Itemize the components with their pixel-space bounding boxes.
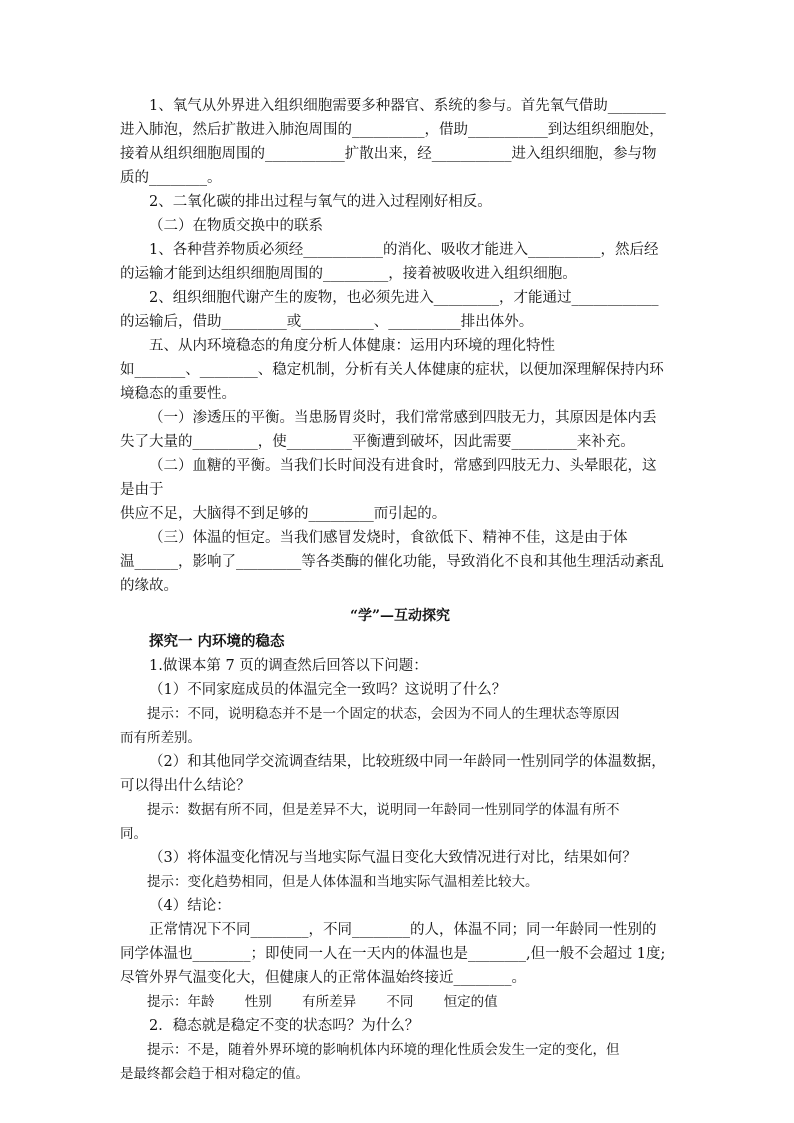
text-line: 1、氧气从外界进入组织细胞需要多种器官、系统的参与。首先氧气借助________ [149,98,666,114]
question: 2．稳态就是稳定不变的状态吗？为什么？ [149,1018,420,1034]
section-title: “学”—互动探究 [349,608,451,624]
text-line: 是由于 [120,482,164,498]
text-line: 1、各种营养物质必须经___________的消化、吸收才能进入__________，然后经 [149,242,659,258]
text-line: 同学体温也________；即使同一人在一天内的体温也是________,但一般不会超过 1度; [120,946,666,962]
hint: 提示：不同，说明稳态并不是一个固定的状态，会因为不同人的生理状态等原因 [147,706,620,722]
section-heading: 五、从内环境稳态的角度分析人体健康：运用内环境的理化特性 [149,338,555,354]
question: （1）不同家庭成员的体温完全一致吗？这说明了什么？ [149,682,507,698]
text-line: 失了大量的_________，使_________平衡遭到破坏，因此需要_________来补充。 [120,434,635,450]
text-line: 进入肺泡，然后扩散进入肺泡周围的__________，借助___________到达组织细胞处， [120,122,664,138]
hint: 是最终都会趋于相对稳定的值。 [120,1066,309,1082]
text-line: 质的________。 [120,170,222,186]
text-line: （二）血糖的平衡。当我们长时间没有进食时，常感到四肢无力、头晕眼花，这 [149,458,657,474]
text-line: （三）体温的恒定。当我们感冒发烧时，食欲低下、精神不佳，这是由于体 [149,530,628,546]
question: （3）将体温变化情况与当地实际气温日变化大致情况进行对比，结果如何？ [149,850,637,866]
document-page [120,94,680,1086]
text-line: 境稳态的重要性。 [120,386,236,402]
text-line: 接着从组织细胞周围的___________扩散出来，经___________进入组织细胞，参与物 [120,146,657,162]
question: （4）结论： [149,898,231,914]
answer: 恒定的值 [443,994,498,1010]
question: 1.做课本第 7 页的调查然后回答以下问题： [149,658,428,674]
text-line: 2、组织细胞代谢产生的废物，也必须先进入_________，才能通过____________ [149,290,659,306]
answer: 提示：年龄 [147,994,215,1010]
text-line: 正常情况下不同________，不同________的人，体温不同；同一年龄同一性别的 [149,922,657,938]
answer: 有所差异 [302,994,357,1010]
text-line: 供应不足，大脑得不到足够的_________而引起的。 [120,506,447,522]
answer: 不同 [386,994,414,1010]
hint: 提示：数据有所不同，但是差异不大，说明同一年龄同一性别同学的体温有所不 [147,802,620,818]
hint: 同。 [120,826,147,842]
hint: 提示：不是，随着外界环境的影响机体内环境的理化性质会发生一定的变化，但 [147,1042,620,1058]
text-line: 尽管外界气温变化大，但健康人的正常体温始终接近________。 [120,970,526,986]
answer-row [120,990,680,1014]
text-line: 的缘故。 [120,578,178,594]
answer: 性别 [244,994,272,1010]
text-line: 2、二氧化碳的排出过程与氧气的进入过程刚好相反。 [149,194,492,210]
hint: 而有所差别。 [120,730,201,746]
section-heading: （二）在物质交换中的联系 [149,218,323,234]
question: （2）和其他同学交流调查结果，比较班级中同一年龄同一性别同学的体温数据， [149,754,666,770]
text-line: （一）渗透压的平衡。当患肠胃炎时，我们常常感到四肢无力，其原因是体内丢 [149,410,657,426]
explore-title: 探究一 内环境的稳态 [149,633,285,650]
question: 可以得出什么结论？ [120,778,251,794]
hint: 提示：变化趋势相同，但是人体体温和当地实际气温相差比较大。 [147,874,539,890]
text-line: 的运输后，借助_________或__________、__________排出体外。 [120,314,534,330]
text-line: 温______，影响了_________等各类酶的催化功能，导致消化不良和其他生理活动紊乱 [120,554,664,570]
text-line: 如_______、________、稳定机制，分析有关人体健康的症状，以便加深理解保持内环 [120,362,664,378]
text-line: 的运输才能到达组织细胞周围的_________，接着被吸收进入组织细胞。 [120,266,577,282]
